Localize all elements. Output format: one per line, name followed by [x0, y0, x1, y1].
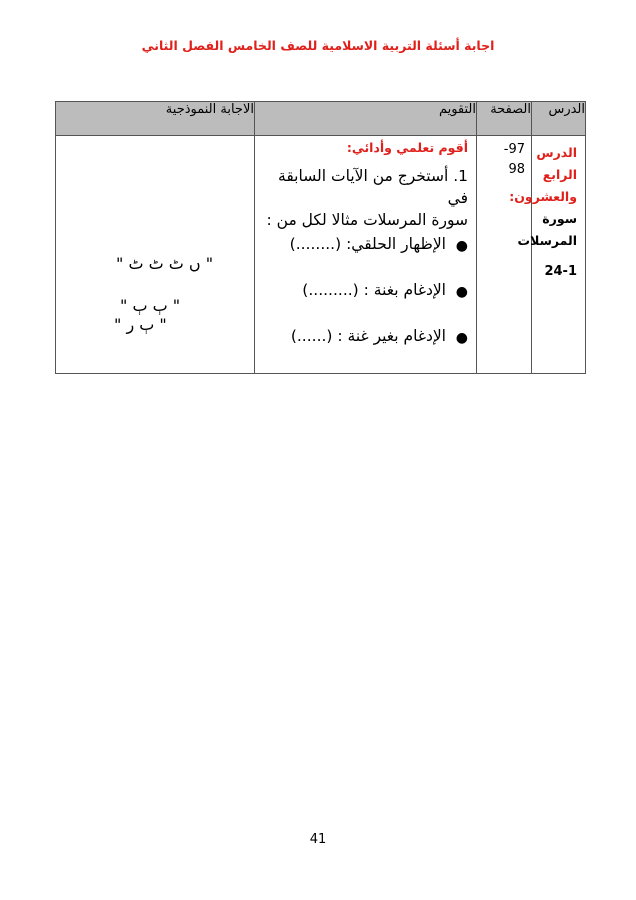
page-title: اجابة أسئلة التربية الاسلامية للصف الخامس الفصل الثاني: [141, 38, 495, 53]
evaluation-cell: [255, 136, 477, 374]
lesson-surah-line: سورة: [542, 211, 577, 226]
table-row: [56, 136, 586, 374]
list-item: [265, 235, 468, 281]
bullet-icon: ●: [455, 330, 468, 346]
page-range-line: 97-: [503, 142, 525, 157]
bullet-icon: ●: [455, 284, 468, 300]
header-page: الصفحة: [477, 102, 532, 136]
lesson-name-line: الرابع: [542, 167, 577, 182]
page-number: 41: [309, 832, 327, 847]
answer-line: " ٻ ر ": [114, 315, 167, 334]
list-item: [265, 281, 468, 327]
lesson-name-line: والعشرون:: [509, 189, 577, 204]
lesson-surah-line: المرسلات: [517, 233, 577, 248]
page-range-line: 98: [508, 162, 525, 177]
answer-cell: [56, 136, 255, 374]
header-evaluation: التقويم: [255, 102, 477, 136]
lesson-table: [55, 101, 586, 374]
answer-line: " ں ٹ ٹ ٹ ": [116, 254, 214, 273]
header-lesson: الدرس: [532, 102, 586, 136]
header-answer: الاجابة النموذجية: [56, 102, 255, 136]
lesson-verse-range: 24-1: [544, 264, 577, 279]
page-cell: [477, 136, 532, 374]
evaluation-heading: أقوم تعلمي وأدائي:: [346, 140, 468, 155]
evaluation-item-text: الإظهار الحلقي: (........): [289, 235, 446, 253]
evaluation-question-line: سورة المرسلات مثالا لكل من :: [266, 211, 468, 229]
evaluation-question-line: 1. أستخرج من الآيات السابقة في: [278, 167, 468, 207]
evaluation-item-text: الإدغام بغير غنة : (......): [290, 327, 446, 345]
list-item: [265, 327, 468, 373]
evaluation-item-text: الإدغام بغنة : (.........): [302, 281, 446, 299]
lesson-name-line: الدرس: [536, 145, 577, 160]
bullet-icon: ●: [455, 238, 468, 254]
answer-line: " ٻ ٻ ": [120, 296, 181, 315]
evaluation-list: [265, 235, 468, 373]
table-header-row: [56, 102, 586, 136]
